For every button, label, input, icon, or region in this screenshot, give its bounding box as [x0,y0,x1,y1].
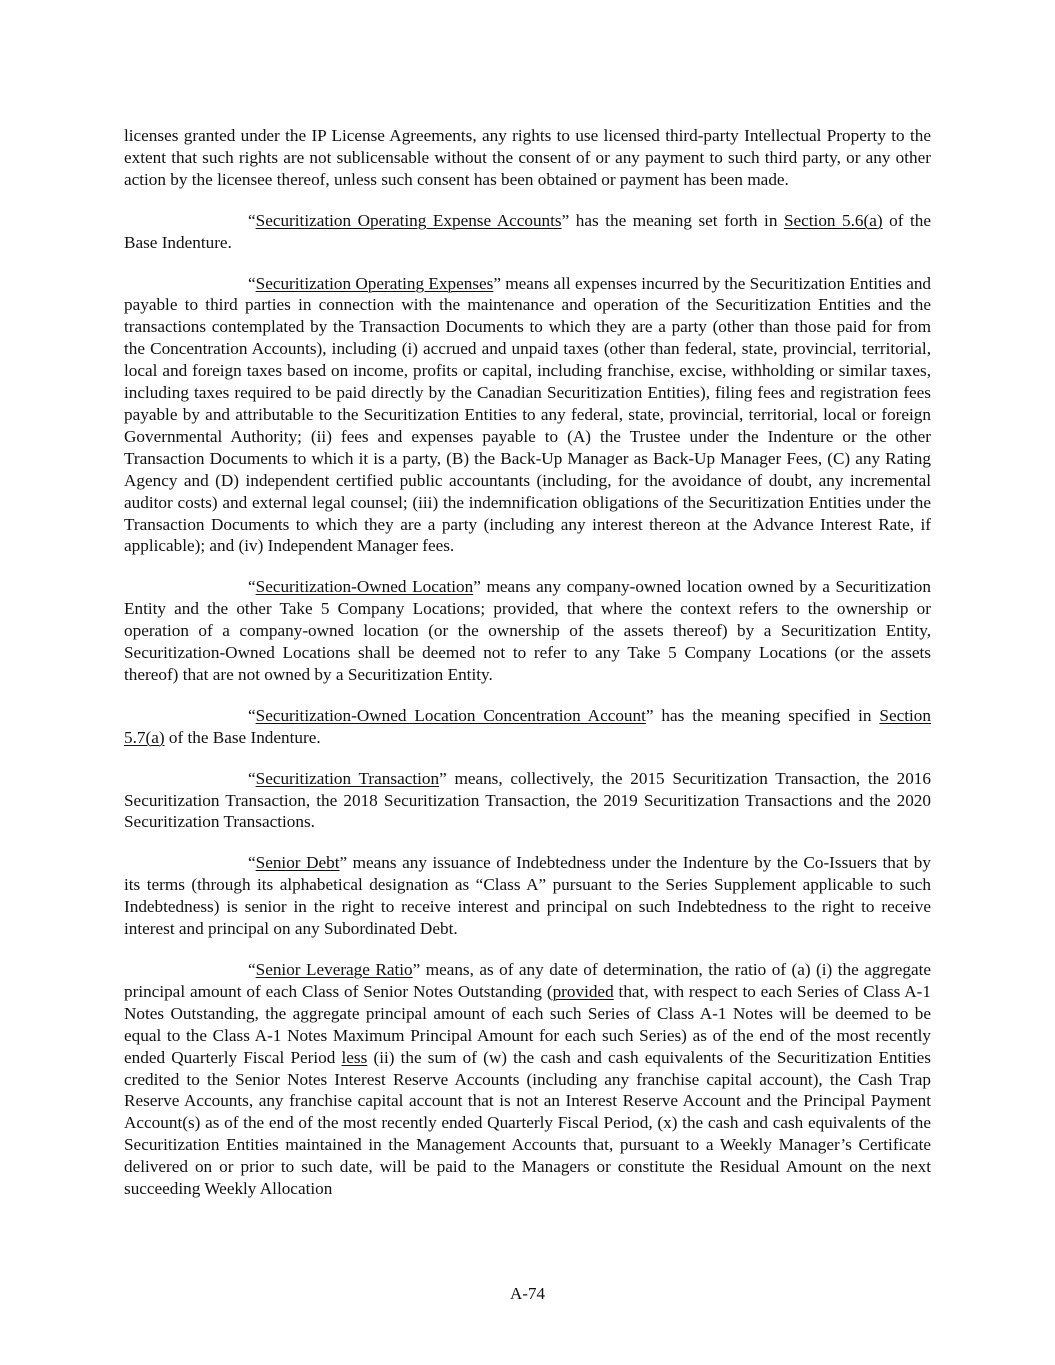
text-run: licenses granted under the IP License Agreements, any rights to use licensed third-party Intellectual Property to the extent that such rights are not sublicensable without the consent of or any payment to such third party, or any other action by the licensee thereof, unless such consent has been obtained or payment has been made. [124,126,931,189]
emphasis-term: less [341,1047,368,1067]
defined-term: Securitization Operating Expense Accounts [255,210,562,230]
text-run: ” means any company-owned location owned by a Securitization Entity and the other Take 5 Company Locations; provided, that where the context refers to the ownership or operation of a company-owned location (or the ownership of the assets thereof) by a Securitization Entity, Securitization-Owned Locations shall be deemed not to refer to any Take 5 Company Locations (or the assets thereof) that are not owned by a Securitization Entity. [124,577,931,684]
definition-securitization-owned-location-concentration-account [124,705,931,749]
defined-term: Securitization-Owned Location [255,577,474,597]
defined-term: Securitization Transaction [255,768,440,788]
defined-term: Senior Debt [255,853,340,873]
definition-senior-leverage-ratio [124,959,931,1200]
paragraph-continuation [124,125,931,191]
section-reference: Section 5.6(a) [783,210,883,230]
defined-term: Securitization Operating Expenses [255,273,494,293]
section-reference: Section 5.7(a) [124,705,931,747]
definition-securitization-owned-location [124,576,931,686]
definition-securitization-transaction [124,768,931,834]
text-run: “ [248,960,256,979]
text-run: “ [248,273,256,293]
definition-securitization-operating-expense-accounts [124,210,931,254]
emphasis-term: provided [552,981,614,1001]
text-run: that, with respect to each Series of Class A-1 Notes Outstanding, the aggregate principal amount of each such Series of Class A-1 Notes will be deemed to be equal to the Class A-1 Notes Maximum Principal Amount for each such Series) as of the end of the most recently ended Quarterly Fiscal Period [124,981,931,1067]
text-run: ” has the meaning specified in [645,705,880,725]
page-number: A-74 [510,1284,545,1303]
text-run: “ [248,853,256,873]
text-run: ” means, collectively, the 2015 Securitization Transaction, the 2016 Securitization Transaction, the 2018 Securitization Transaction, the 2019 Securitization Transactions and the 2020 Securitization Transactions. [124,768,931,832]
text-run: “ [248,577,256,597]
text-run: of the Base Indenture. [164,727,321,747]
text-run: ” has the meaning set forth in [561,210,784,230]
defined-term: Securitization-Owned Location Concentration Account [255,705,646,725]
text-run: ” means, as of any date of determination, the ratio of (a) (i) the aggregate principal amount of each Class of Senior Notes Outstanding ( [124,960,931,1001]
text-run: (ii) the sum of (w) the cash and cash equivalents of the Securitization Entities credited to the Senior Notes Interest Reserve Accounts (including any franchise capital account), the Cash Trap Reserve Accounts, any franchise capital account that is not an Interest Reserve Account and the Principal Payment Account(s) as of the end of the most recently ended Quarterly Fiscal Period, (x) the cash and cash equivalents of the Securitization Entities maintained in the Management Accounts that, pursuant to a Weekly Manager’s Certificate delivered on or prior to such date, will be paid to the Managers or constitute the Residual Amount on the next succeeding Weekly Allocation [124,1047,931,1199]
text-run: “ [248,210,256,230]
document-page [124,125,931,1219]
text-run: ” means any issuance of Indebtedness under the Indenture by the Co-Issuers that by its terms (through its alphabetical designation as “Class A” pursuant to the Series Supplement applicable to such Indebtedness) is senior in the right to receive interest and principal on such Indebtedness to the right to receive interest and principal on any Subordinated Debt. [124,853,931,939]
text-run: ” means all expenses incurred by the Securitization Entities and payable to third parties in connection with the maintenance and operation of the Securitization Entities and the transactions contemplated by the Transaction Documents to which they are a party (other than those paid for from the Concentration Accounts), including (i) accrued and unpaid taxes (other than federal, state, provincial, territorial, local and foreign taxes based on income, profits or capital, including franchise, excise, withholding or similar taxes, including taxes required to be paid directly by the Canadian Securitization Entities), filing fees and registration fees payable by and attributable to the Securitization Entities to any federal, state, provincial, territorial, local or foreign Governmental Authority; (ii) fees and expenses payable to (A) the Trustee under the Indenture or the other Transaction Documents to which it is a party, (B) the Back-Up Manager as Back-Up Manager Fees, (C) any Rating Agency and (D) independent certified public accountants (including, for the avoidance of doubt, any incremental auditor costs) and external legal counsel; (iii) the indemnification obligations of the Securitization Entities under the Transaction Documents to which they are a party (including any interest thereon at the Advance Interest Rate, if applicable); and (iv) Independent Manager fees. [124,273,932,556]
definition-senior-debt [124,852,931,940]
text-run: “ [248,768,256,788]
text-run: “ [248,705,256,725]
definition-securitization-operating-expenses [124,273,931,558]
defined-term: Senior Leverage Ratio [255,960,413,979]
text-run: of the Base Indenture. [124,210,931,252]
